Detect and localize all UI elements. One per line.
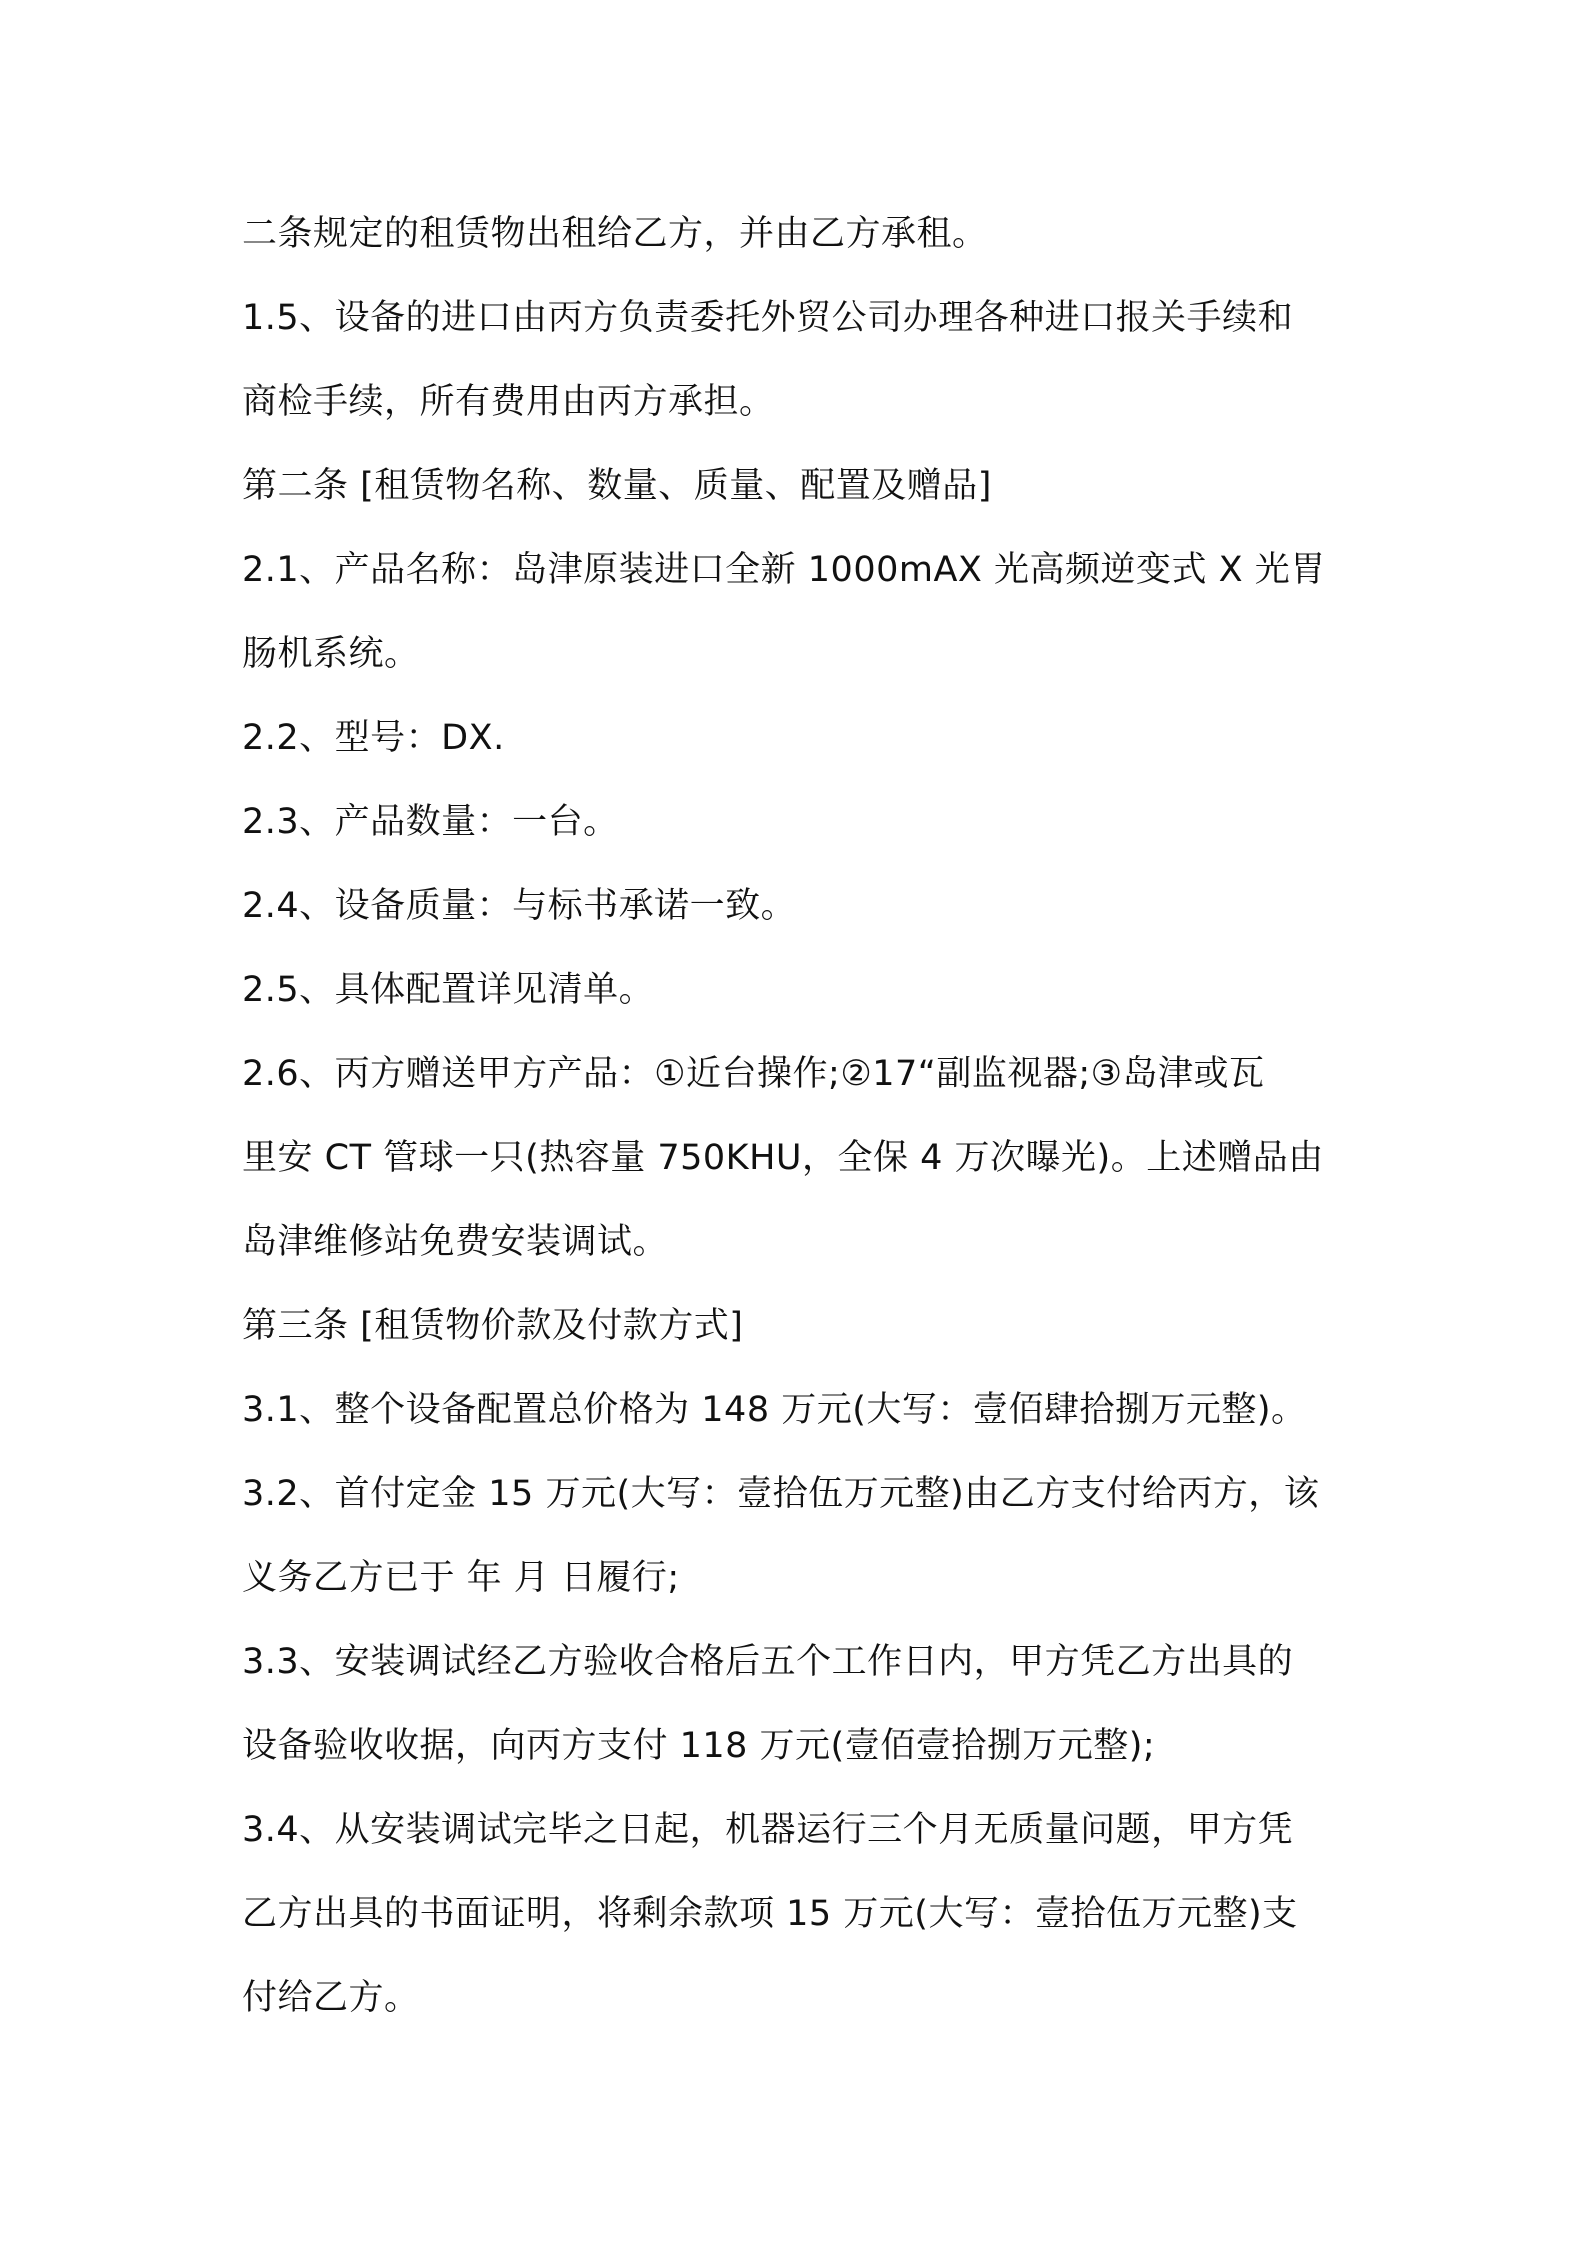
text-line-clause-2-2: 2.2、型号：DX.	[242, 718, 505, 758]
text-line-clause-3-1: 3.1、整个设备配置总价格为 148 万元(大写：壹佰肆拾捌万元整)。	[242, 1390, 1307, 1430]
text-line-clause-3-3-cont: 设备验收收据，向丙方支付 118 万元(壹佰壹拾捌万元整);	[242, 1726, 1156, 1766]
text-line-clause-3-4: 3.4、从安装调试完毕之日起，机器运行三个月无质量问题，甲方凭	[242, 1810, 1294, 1850]
text-line-clause-2-1: 2.1、产品名称：岛津原装进口全新 1000mAX 光高频逆变式 X 光胃	[242, 550, 1326, 590]
text-line-clause-2-5: 2.5、具体配置详见清单。	[242, 970, 655, 1010]
text-line-clause-2-6: 2.6、丙方赠送甲方产品：①近台操作;②17“副监视器;③岛津或瓦	[242, 1054, 1265, 1094]
text-line-clause-1-5: 1.5、设备的进口由丙方负责委托外贸公司办理各种进口报关手续和	[242, 298, 1294, 338]
text-line-clause-3-4-cont: 乙方出具的书面证明，将剩余款项 15 万元(大写：壹拾伍万元整)支	[242, 1894, 1298, 1934]
heading-article-2: 第二条 [租赁物名称、数量、质量、配置及赠品]	[242, 466, 992, 506]
text-line-clause-2-6-end: 岛津维修站免费安装调试。	[242, 1222, 669, 1262]
text-line-clause-3-2-cont: 义务乙方已于 年 月 日履行;	[242, 1558, 680, 1598]
text-line-clause-3-3: 3.3、安装调试经乙方验收合格后五个工作日内，甲方凭乙方出具的	[242, 1642, 1294, 1682]
text-line-clause-2-1-cont: 肠机系统。	[242, 634, 420, 674]
text-line-clause-2-6-cont: 里安 CT 管球一只(热容量 750KHU，全保 4 万次曝光)。上述赠品由	[242, 1138, 1324, 1178]
document-body	[242, 192, 1362, 2040]
text-line-clause-1-5-cont: 商检手续，所有费用由丙方承担。	[242, 382, 775, 422]
heading-article-3: 第三条 [租赁物价款及付款方式]	[242, 1306, 744, 1346]
text-line-clause-2-4: 2.4、设备质量：与标书承诺一致。	[242, 886, 797, 926]
text-line-clause-3-2: 3.2、首付定金 15 万元(大写：壹拾伍万元整)由乙方支付给丙方，该	[242, 1474, 1320, 1514]
text-line-clause-1-4-end: 二条规定的租赁物出租给乙方，并由乙方承租。	[242, 214, 988, 254]
text-line-clause-2-3: 2.3、产品数量：一台。	[242, 802, 619, 842]
text-line-clause-3-4-end: 付给乙方。	[242, 1978, 420, 2018]
